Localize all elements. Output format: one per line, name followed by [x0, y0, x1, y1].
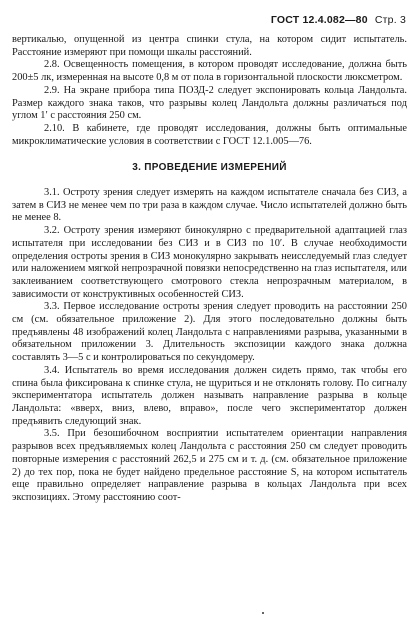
- paragraph-3-5: 3.5. При безошибочном восприятии испытателем ориентации направления разрывов всех предъявляемых колец Ландольта с расстояния 250 см следует проводить повторные измерения с расстояний 262,5 и 275 см и т. д. (см. обязательное приложение 2) до тех пор, пока не будет найдено предельное расстояние S, на котором испытатель еще правильно определяет направление разрыва в кольцах Ландольта при всех экспозициях. Этому расстоянию соот-: [12, 428, 407, 503]
- paragraph-continuation: вертикалью, опущенной из центра спинки стула, на котором сидит испытатель. Расстояние измеряют при помощи шкалы расстояний.: [12, 34, 407, 58]
- paragraph-3-2: 3.2. Остроту зрения измеряют бинокулярно с предварительной адаптацией глаз испытателя при исследовании без СИЗ и в СИЗ по 10′. В случае необходимости определения остроты зрения в СИЗ монокулярно закрывать неисследуемый глаз следует или наложением мягкой непрозрачной повязки непосредственно на глаз испытателя, или заклеиванием соответствующего смотрового стекла непрозрачным материалом, в зависимости от конструктивных особенностей СИЗ.: [12, 225, 407, 300]
- document-body: [12, 34, 407, 505]
- paragraph-3-4: 3.4. Испытатель во время исследования должен сидеть прямо, так чтобы его спина была фиксирована к спинке стула, не щуриться и не отклонять голову. По сигналу экспериментатора испытатель должен называть направление разрыва в кольце Ландольта: «вверх, вниз, влево, вправо», после чего экспериментатор должен предъявить следующий знак.: [12, 364, 407, 427]
- page-number: Стр. 3: [374, 14, 406, 26]
- paragraph-2-8: 2.8. Освещенность помещения, в котором проводят исследование, должна быть 200±5 лк, измеренная на высоте 0,8 м от пола в горизонтальной плоскости люксметром.: [12, 59, 407, 84]
- page-header: [271, 14, 406, 26]
- section-title: 3. ПРОВЕДЕНИЕ ИЗМЕРЕНИЙ: [132, 162, 287, 174]
- standard-number: ГОСТ 12.4.082—80: [270, 14, 368, 26]
- print-speck: [262, 612, 264, 614]
- paragraph-2-9: 2.9. На экране прибора типа ПОЗД-2 следует экспонировать кольца Ландольта. Размер каждого знака таков, что разрывы колец Ландольта должны различаться под углом 1′ с расстояния 250 см.: [12, 84, 407, 122]
- paragraph-3-3: 3.3. Первое исследование остроты зрения следует проводить на расстоянии 250 см (см. обязательное приложение 2). Для этого последовательно должны быть предъявлены 48 изображений колец Ландольта с направлениями разрыва, указанными в обязательном приложении 3. Длительность экспозиции каждого знака должна составлять 3—5 с и контролироваться по секундомеру.: [12, 301, 407, 364]
- paragraph-3-1: 3.1. Остроту зрения следует измерять на каждом испытателе сначала без СИЗ, а затем в СИЗ не менее чем по три раза в каждом случае. Число испытателей должно быть не менее 8.: [12, 187, 407, 224]
- paragraph-2-10: 2.10. В кабинете, где проводят исследования, должны быть оптимальные микроклиматические условия в соответствии с ГОСТ 12.1.005—76.: [12, 122, 407, 147]
